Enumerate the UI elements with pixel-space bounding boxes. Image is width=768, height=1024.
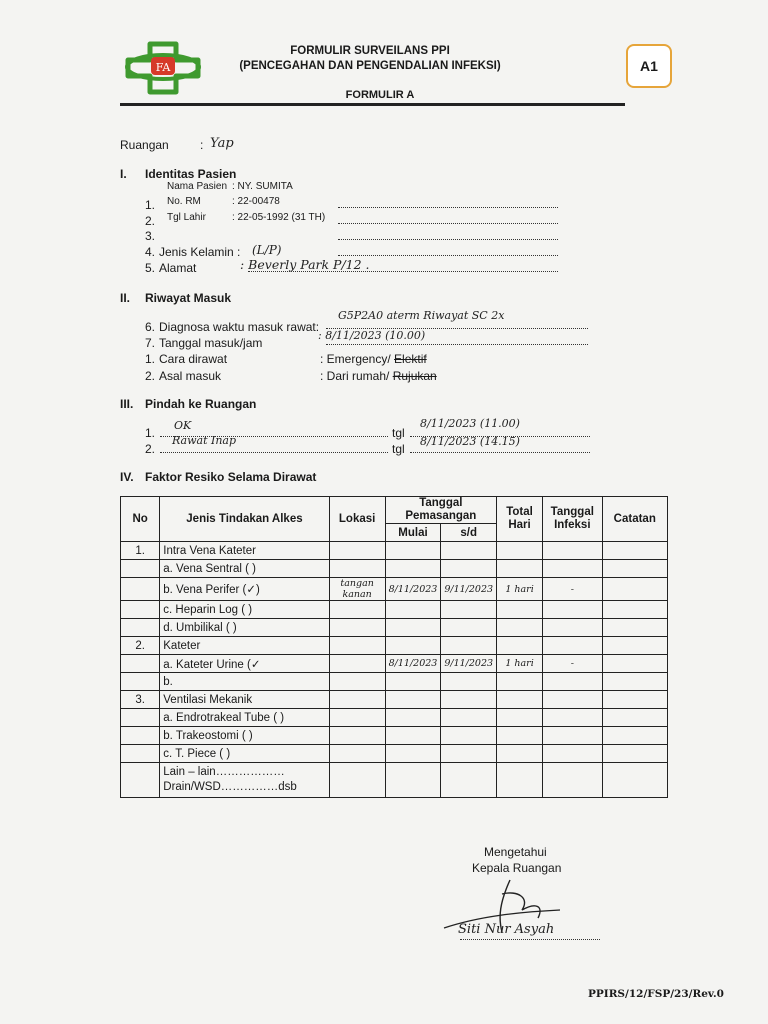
signature-name: Siti Nur Asyah [458, 922, 555, 937]
cell-infeksi [543, 745, 603, 763]
cell-jenis: Intra Vena Kateter [160, 542, 329, 560]
section3-num: III. [120, 397, 134, 411]
col-total-header: Total Hari [497, 497, 543, 542]
cell-mulai: 8/11/2023 [385, 578, 441, 601]
ruangan-colon: : [200, 138, 204, 152]
cell-sd [441, 673, 497, 691]
fa-logo [120, 40, 206, 96]
s2-row4-num: 2. [145, 369, 156, 383]
cell-total [497, 673, 543, 691]
cell-mulai [385, 709, 441, 727]
alamat-value: : Beverly Park P/12 . [240, 257, 370, 272]
norm-value: : 22-00478 [232, 196, 280, 207]
cell-infeksi [543, 601, 603, 619]
lain-line1: Lain – lain……………… [163, 766, 285, 778]
s2-row2-num: 7. [145, 336, 156, 350]
section1-num: I. [120, 167, 127, 181]
cell-catatan [602, 727, 667, 745]
cell-no [121, 763, 160, 798]
cell-total [497, 542, 543, 560]
norm-dotline [338, 207, 558, 208]
tgllahir-label: Tgl Lahir [167, 212, 206, 223]
section2-title: Riwayat Masuk [145, 291, 232, 305]
cell-no [121, 619, 160, 637]
doc-code: PPIRS/12/FSP/23/Rev.0 [588, 988, 724, 1000]
cell-sd: 9/11/2023 [441, 578, 497, 601]
ruangan-value: Yap [210, 136, 234, 151]
form-title [205, 44, 535, 74]
jeniskelamin-dotline [338, 255, 558, 256]
cell-sd [441, 763, 497, 798]
cell-jenis: Kateter [160, 637, 329, 655]
cell-lokasi [329, 727, 385, 745]
alamat-label: Alamat [159, 261, 197, 275]
asalmasuk-option-a: : Dari rumah/ [320, 369, 393, 383]
table-row [121, 542, 668, 560]
table-row [121, 727, 668, 745]
norm-label: No. RM [167, 196, 201, 207]
diagnosa-value: G5P2A0 aterm Riwayat SC 2x [338, 309, 505, 322]
cell-mulai [385, 745, 441, 763]
cell-catatan [602, 637, 667, 655]
title-line1: FORMULIR SURVEILANS PPI [290, 45, 450, 57]
cell-sd [441, 637, 497, 655]
cell-total [497, 601, 543, 619]
cell-catatan [602, 745, 667, 763]
cell-total [497, 560, 543, 578]
cell-catatan [602, 655, 667, 673]
logo-text: FA [155, 61, 171, 74]
cell-mulai: 8/11/2023 [385, 655, 441, 673]
cell-total [497, 763, 543, 798]
table-row [121, 709, 668, 727]
table-row [121, 745, 668, 763]
cell-lokasi [329, 673, 385, 691]
s1-row4-num: 4. [145, 245, 156, 259]
s1-row2-num: 2. [145, 214, 156, 228]
col-mulai-header: Mulai [385, 524, 441, 542]
cell-infeksi [543, 560, 603, 578]
cell-lokasi [329, 542, 385, 560]
title-line2: (PENCEGAHAN DAN PENGENDALIAN INFEKSI) [239, 60, 501, 72]
col-no-header: No [121, 497, 160, 542]
cell-catatan [602, 542, 667, 560]
cell-lain [160, 763, 329, 798]
cell-total [497, 637, 543, 655]
nama-label: Nama Pasien [167, 181, 228, 192]
alamat-dotline [248, 271, 558, 272]
section4-title: Faktor Resiko Selama Dirawat [145, 470, 317, 484]
cell-no [121, 727, 160, 745]
caradirawat-value [320, 352, 427, 366]
lain-line2: Drain/WSD……………dsb [163, 781, 297, 793]
table-row [121, 655, 668, 673]
jeniskelamin-label: Jenis Kelamin : [159, 245, 241, 259]
tglmasuk-value: : 8/11/2023 (10.00) [318, 329, 426, 342]
s2-row1-num: 6. [145, 320, 156, 334]
cell-lokasi [329, 637, 385, 655]
cell-sd [441, 542, 497, 560]
cell-jenis: b. [160, 673, 329, 691]
cell-lokasi [329, 745, 385, 763]
pindah2-room: Rawat Inap [172, 434, 237, 447]
cell-catatan [602, 673, 667, 691]
cell-jenis: a. Kateter Urine (✓ [160, 655, 329, 673]
cell-catatan [602, 709, 667, 727]
cell-total [497, 691, 543, 709]
cell-no [121, 673, 160, 691]
cell-jenis: a. Vena Sentral ( ) [160, 560, 329, 578]
col-sd-header: s/d [441, 524, 497, 542]
cell-total: 1 hari [497, 655, 543, 673]
col-jenis-header: Jenis Tindakan Alkes [160, 497, 329, 542]
diagnosa-label: Diagnosa waktu masuk rawat: [159, 320, 320, 334]
s2-row3-num: 1. [145, 352, 156, 366]
cell-total [497, 745, 543, 763]
cell-catatan [602, 601, 667, 619]
cell-mulai [385, 727, 441, 745]
cell-mulai [385, 637, 441, 655]
cell-infeksi [543, 619, 603, 637]
cell-lokasi [329, 655, 385, 673]
signature-mengetahui: Mengetahui [484, 845, 547, 859]
caradirawat-option-b: Elektif [394, 352, 427, 366]
col-catatan-header: Catatan [602, 497, 667, 542]
caradirawat-label: Cara dirawat [159, 352, 228, 366]
cell-catatan [602, 619, 667, 637]
cell-total [497, 619, 543, 637]
cell-infeksi [543, 727, 603, 745]
pindah1-room: OK [174, 419, 192, 432]
cell-sd [441, 691, 497, 709]
cell-infeksi: - [543, 655, 603, 673]
cell-lokasi [329, 691, 385, 709]
table-row [121, 619, 668, 637]
cell-infeksi [543, 691, 603, 709]
cell-mulai [385, 691, 441, 709]
cell-total [497, 709, 543, 727]
s3-row1-num: 1. [145, 426, 156, 440]
section4-num: IV. [120, 470, 134, 484]
cell-mulai [385, 542, 441, 560]
cell-mulai [385, 763, 441, 798]
form-name: FORMULIR A [345, 89, 415, 101]
cell-mulai [385, 560, 441, 578]
pindah2-dotline [160, 452, 388, 453]
cell-no [121, 578, 160, 601]
asalmasuk-option-b: Rujukan [392, 369, 437, 383]
row3-dotline [338, 239, 558, 240]
pindah2-tgl-label: tgl [392, 442, 405, 456]
pindah2-date: 8/11/2023 (14.15) [420, 435, 520, 448]
table-row [121, 601, 668, 619]
cell-no: 1. [121, 542, 160, 560]
cell-lokasi: tangan kanan [329, 578, 385, 601]
cell-jenis: c. T. Piece ( ) [160, 745, 329, 763]
cell-no [121, 601, 160, 619]
s1-row1-num: 1. [145, 198, 156, 212]
cell-total: 1 hari [497, 578, 543, 601]
cell-catatan [602, 560, 667, 578]
cell-mulai [385, 619, 441, 637]
table-row-lain [121, 763, 668, 798]
cell-infeksi [543, 542, 603, 560]
faktor-resiko-rows [121, 542, 668, 798]
col-lokasi-header: Lokasi [329, 497, 385, 542]
faktor-resiko-table [120, 496, 668, 798]
cell-no: 3. [121, 691, 160, 709]
cell-jenis: Ventilasi Mekanik [160, 691, 329, 709]
section1-title: Identitas Pasien [145, 167, 237, 181]
s1-row5-num: 5. [145, 261, 156, 275]
table-row [121, 560, 668, 578]
cell-no [121, 655, 160, 673]
cell-catatan [602, 578, 667, 601]
pindah1-date: 8/11/2023 (11.00) [420, 417, 520, 430]
cell-catatan [602, 691, 667, 709]
signature-dotline [460, 939, 600, 940]
cell-sd [441, 619, 497, 637]
table-row [121, 673, 668, 691]
tgllahir-value: : 22-05-1992 (31 TH) [232, 212, 326, 223]
signature-role: Kepala Ruangan [472, 861, 562, 875]
table-row [121, 637, 668, 655]
caradirawat-option-a: : Emergency/ [320, 352, 395, 366]
s1-row3-num: 3. [145, 229, 156, 243]
cell-no [121, 709, 160, 727]
cell-no [121, 745, 160, 763]
cell-lokasi [329, 763, 385, 798]
cell-catatan [602, 763, 667, 798]
cell-sd [441, 745, 497, 763]
cell-jenis: c. Heparin Log ( ) [160, 601, 329, 619]
cell-no [121, 560, 160, 578]
cell-infeksi [543, 709, 603, 727]
cell-lokasi [329, 619, 385, 637]
cell-lokasi [329, 560, 385, 578]
cell-total [497, 727, 543, 745]
cell-sd: 9/11/2023 [441, 655, 497, 673]
cell-sd [441, 601, 497, 619]
cell-jenis: b. Vena Perifer (✓) [160, 578, 329, 601]
tglmasuk-dotline [326, 344, 588, 345]
table-row [121, 578, 668, 601]
pindah2-date-dotline [410, 452, 590, 453]
nama-value: : NY. SUMITA [232, 181, 293, 192]
cell-sd [441, 560, 497, 578]
cell-lokasi [329, 709, 385, 727]
ruangan-label: Ruangan [120, 138, 169, 152]
cell-sd [441, 709, 497, 727]
cell-mulai [385, 673, 441, 691]
cell-jenis: a. Endrotrakeal Tube ( ) [160, 709, 329, 727]
cell-jenis: b. Trakeostomi ( ) [160, 727, 329, 745]
asalmasuk-value [320, 369, 437, 383]
header-rule [120, 103, 625, 106]
section3-title: Pindah ke Ruangan [145, 397, 257, 411]
s3-row2-num: 2. [145, 442, 156, 456]
cell-infeksi [543, 763, 603, 798]
form-code-badge: A1 [626, 44, 672, 88]
asalmasuk-label: Asal masuk [159, 369, 222, 383]
tgllahir-dotline [338, 223, 558, 224]
pindah1-tgl-label: tgl [392, 426, 405, 440]
section2-num: II. [120, 291, 131, 305]
cell-jenis: d. Umbilikal ( ) [160, 619, 329, 637]
cell-sd [441, 727, 497, 745]
table-row [121, 691, 668, 709]
col-infeksi-header: Tanggal Infeksi [543, 497, 603, 542]
cell-no: 2. [121, 637, 160, 655]
tglmasuk-label: Tanggal masuk/jam [159, 336, 263, 350]
jeniskelamin-value: (L/P) [252, 243, 282, 257]
cell-infeksi [543, 673, 603, 691]
cell-infeksi [543, 637, 603, 655]
col-tanggal-header: Tanggal Pemasangan [385, 497, 496, 524]
cell-lokasi [329, 601, 385, 619]
cell-mulai [385, 601, 441, 619]
cell-infeksi: - [543, 578, 603, 601]
